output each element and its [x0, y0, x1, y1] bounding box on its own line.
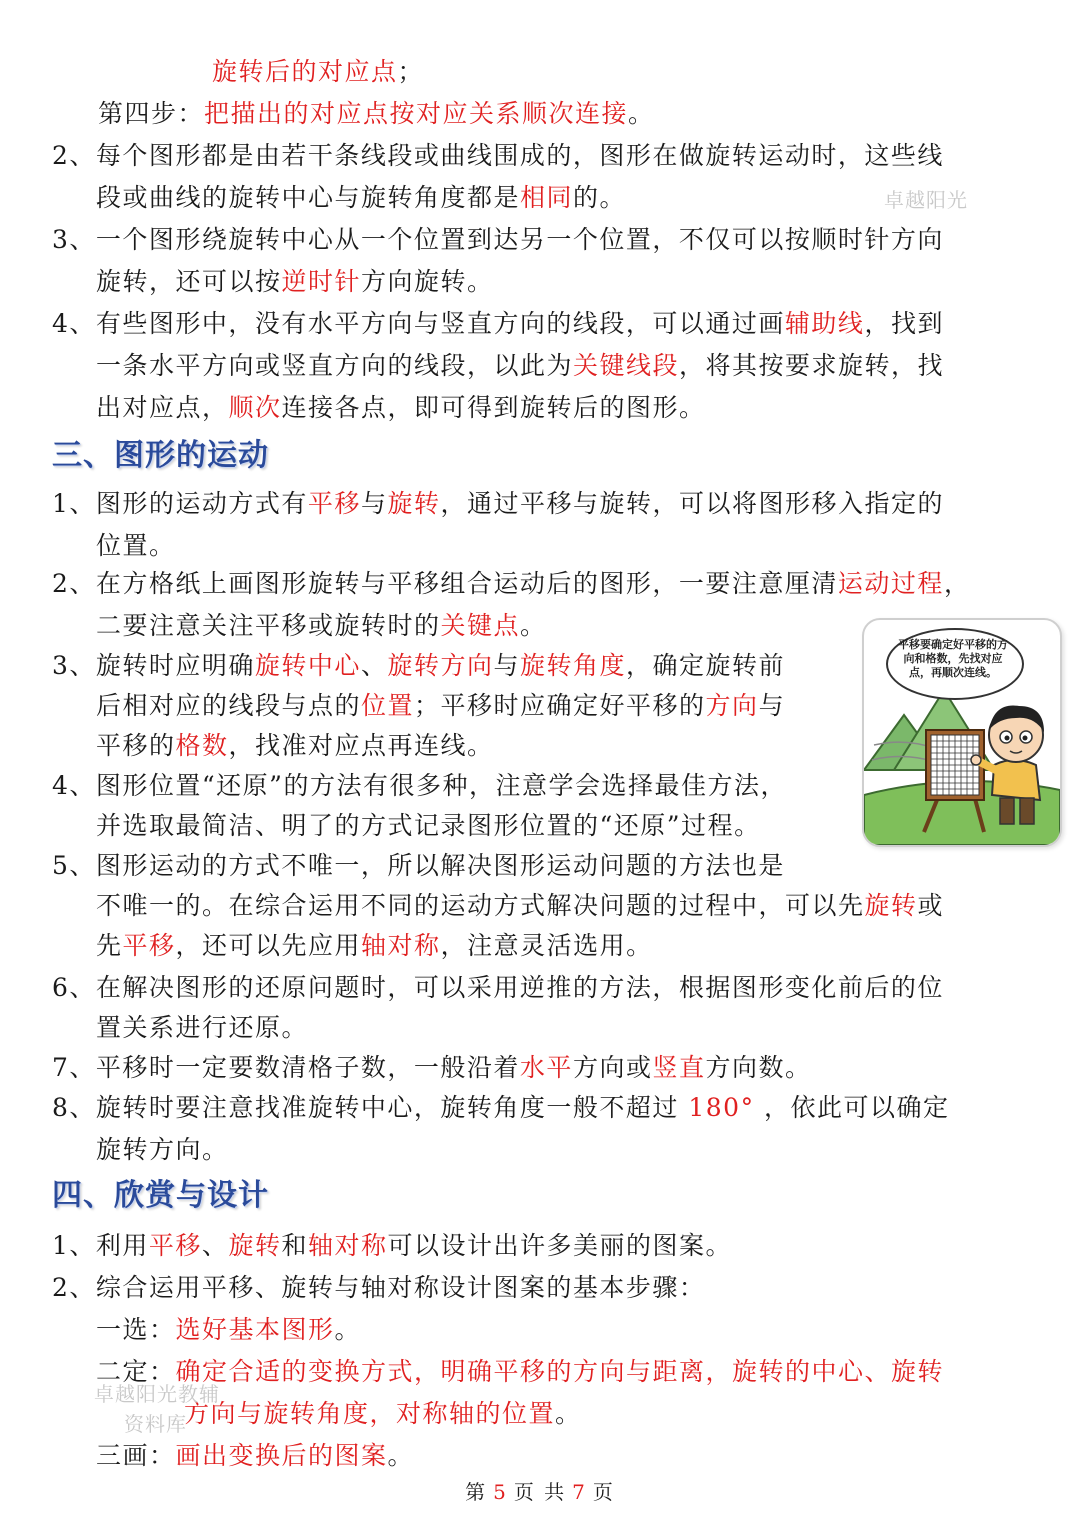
text-line [52, 649, 785, 683]
body-text: ；平移时应确定好平移的 [414, 691, 706, 720]
emphasis-text: 运动过程 [837, 569, 944, 598]
illustration-boy-grid [862, 618, 1062, 847]
body-text: 、 [360, 651, 388, 680]
emphasis-text: 选好基本图形 [175, 1315, 335, 1344]
body-text: 并选取最简洁、明了的方式记录图形位置的“还原”过程。 [96, 811, 761, 840]
body-text: 4、有些图形中，没有水平方向与竖直方向的线段，可以通过画 [52, 309, 785, 338]
emphasis-text: 方向 [705, 691, 759, 720]
emphasis-text: 格数 [175, 731, 229, 760]
footer-page-number: 5 [493, 1480, 508, 1504]
footer-prefix: 第 [465, 1480, 488, 1504]
body-text: ，依此可以确定 [754, 1093, 950, 1122]
body-text: 2、在方格纸上画图形旋转与平移组合运动后的图形，一要注意厘清 [52, 569, 838, 598]
body-text: 方向旋转。 [361, 267, 494, 296]
text-line [98, 97, 655, 131]
footer-suffix: 页 [592, 1480, 615, 1504]
emphasis-text: 180° [688, 1093, 755, 1122]
emphasis-text: 旋转后的对应点 [212, 57, 398, 86]
emphasis-text: 逆时针 [281, 267, 362, 296]
body-text: 方向数。 [705, 1053, 812, 1082]
body-text: 二要注意关注平移或旋转时的 [96, 611, 441, 640]
emphasis-text: 竖直 [652, 1053, 706, 1082]
text-line [52, 567, 970, 601]
text-line [96, 1133, 229, 1167]
body-text: ，确定旋转前 [626, 651, 786, 680]
text-line [52, 1229, 732, 1263]
text-line [52, 1271, 705, 1305]
text-line [96, 181, 626, 215]
watermark: 卓越阳光教辅 [94, 1382, 220, 1406]
emphasis-text: 相同 [520, 183, 574, 212]
body-text: 。 [628, 99, 655, 128]
emphasis-text: 画出变换后的图案 [175, 1441, 388, 1470]
body-text: 4、图形位置“还原”的方法有很多种，注意学会选择最佳方法， [52, 771, 787, 800]
emphasis-text: 旋转中心 [254, 651, 361, 680]
body-text: 。 [555, 1399, 582, 1428]
speech-bubble-text: 平移要确定好平移的方向和格数，先找对应点，再顺次连线。 [898, 638, 1008, 679]
emphasis-text: 辅助线 [784, 309, 865, 338]
text-line [96, 529, 176, 563]
footer-middle: 页 共 [513, 1480, 567, 1504]
emphasis-text: 平移 [148, 1231, 202, 1260]
body-text: 一选： [96, 1315, 176, 1344]
body-text: 或 [917, 891, 945, 920]
emphasis-text: 轴对称 [361, 931, 441, 960]
body-text: 3、一个图形绕旋转中心从一个位置到达另一个位置，不仅可以按顺时针方向 [52, 225, 944, 254]
text-line [96, 809, 761, 843]
emphasis-text: 顺次 [228, 393, 282, 422]
emphasis-text: 水平 [519, 1053, 573, 1082]
body-text: 连接各点，即可得到旋转后的图形。 [281, 393, 706, 422]
body-text: 3、旋转时应明确 [52, 651, 255, 680]
text-line [96, 1355, 944, 1389]
body-text: 8、旋转时要注意找准旋转中心，旋转角度一般不超过 [52, 1093, 689, 1122]
emphasis-text: 旋转 [864, 891, 918, 920]
emphasis-text: 轴对称 [307, 1231, 388, 1260]
emphasis-text: 旋转 [228, 1231, 282, 1260]
text-line [96, 1439, 414, 1473]
text-line [96, 265, 494, 299]
body-text: ，找准对应点再连线。 [228, 731, 494, 760]
body-text: 第四步： [98, 99, 205, 128]
body-text: 的。 [573, 183, 627, 212]
body-text: 2、综合运用平移、旋转与轴对称设计图案的基本步骤： [52, 1273, 706, 1302]
body-text: ，将其按要求旋转，找 [679, 351, 945, 380]
text-line [52, 769, 787, 803]
body-text: 置关系进行还原。 [96, 1013, 309, 1042]
body-text: 7、平移时一定要数清格子数，一般沿着 [52, 1053, 520, 1082]
watermark: 资料库 [124, 1412, 187, 1436]
text-line [96, 349, 944, 383]
body-text: 出对应点， [96, 393, 229, 422]
text-line [96, 889, 944, 923]
footer-total-pages: 7 [572, 1480, 587, 1504]
text-line [96, 729, 494, 763]
text-line [52, 139, 944, 173]
body-text: 。 [520, 611, 547, 640]
body-text: 1、图形的运动方式有 [52, 489, 308, 518]
text-line [96, 609, 547, 643]
emphasis-text: 旋转角度 [519, 651, 626, 680]
emphasis-text: 平移 [122, 931, 176, 960]
body-text: 和 [281, 1231, 308, 1260]
body-text: 可以设计出许多美丽的图案。 [387, 1231, 732, 1260]
body-text: 5、图形运动的方式不唯一，所以解决图形运动问题的方法也是 [52, 851, 785, 880]
watermark: 卓越阳光 [884, 188, 968, 212]
emphasis-text: 旋转方向 [387, 651, 494, 680]
body-text: ，找到 [864, 309, 944, 338]
emphasis-text: 关键线段 [573, 351, 680, 380]
text-line [96, 1011, 308, 1045]
body-text: ，还可以先应用 [175, 931, 362, 960]
body-text: 旋转，还可以按 [96, 267, 282, 296]
emphasis-text: 方向与旋转角度，对称轴的位置 [184, 1399, 556, 1428]
text-line [52, 849, 785, 883]
emphasis-text: 把描出的对应点按对应关系顺次连接 [204, 99, 629, 128]
emphasis-text: 关键点 [440, 611, 521, 640]
text-line [184, 1397, 582, 1431]
body-text: 位置。 [96, 531, 176, 560]
text-line [52, 223, 944, 257]
body-text: 一条水平方向或竖直方向的线段，以此为 [96, 351, 574, 380]
text-line [52, 1091, 950, 1125]
text-line [52, 1051, 811, 1085]
body-text: ， [943, 569, 971, 598]
body-text: 2、每个图形都是由若干条线段或曲线围成的，图形在做旋转运动时，这些线 [52, 141, 944, 170]
emphasis-text: 平移 [307, 489, 361, 518]
text-line [96, 391, 706, 425]
section-heading-design: 四、欣赏与设计 [52, 1178, 269, 1213]
page-footer [0, 1478, 1080, 1506]
body-text: 段或曲线的旋转中心与旋转角度都是 [96, 183, 521, 212]
body-text: 与 [360, 489, 388, 518]
body-text: 1、利用 [52, 1231, 149, 1260]
emphasis-text: 旋转 [387, 489, 441, 518]
body-text: 平移的 [96, 731, 176, 760]
body-text: 方向或 [572, 1053, 653, 1082]
body-text: 不唯一的。在综合运用不同的运动方式解决问题的过程中，可以先 [96, 891, 865, 920]
body-text: ； [397, 57, 425, 86]
body-text: ，通过平移与旋转，可以将图形移入指定的 [440, 489, 944, 518]
body-text: 6、在解决图形的还原问题时，可以采用逆推的方法，根据图形变化前后的位 [52, 973, 944, 1002]
body-text: 三画： [96, 1441, 176, 1470]
body-text: ，注意灵活选用。 [440, 931, 653, 960]
text-line [212, 55, 424, 89]
body-text: 。 [334, 1315, 362, 1344]
text-line [52, 307, 944, 341]
body-text: 旋转方向。 [96, 1135, 229, 1164]
text-line [52, 487, 944, 521]
text-line [96, 689, 785, 723]
body-text: 、 [201, 1231, 229, 1260]
emphasis-text: 位置 [361, 691, 415, 720]
text-line [96, 1313, 361, 1347]
text-line [52, 971, 944, 1005]
body-text: 先 [96, 931, 123, 960]
body-text: 与 [758, 691, 786, 720]
text-line [96, 929, 653, 963]
emphasis-text: 确定合适的变换方式，明确平移的方向与距离，旋转的中心、旋转 [175, 1357, 945, 1386]
section-heading-motion: 三、图形的运动 [52, 438, 269, 473]
body-text: 。 [387, 1441, 415, 1470]
body-text: 二定： [96, 1357, 176, 1386]
body-text: 与 [493, 651, 520, 680]
body-text: 后相对应的线段与点的 [96, 691, 362, 720]
